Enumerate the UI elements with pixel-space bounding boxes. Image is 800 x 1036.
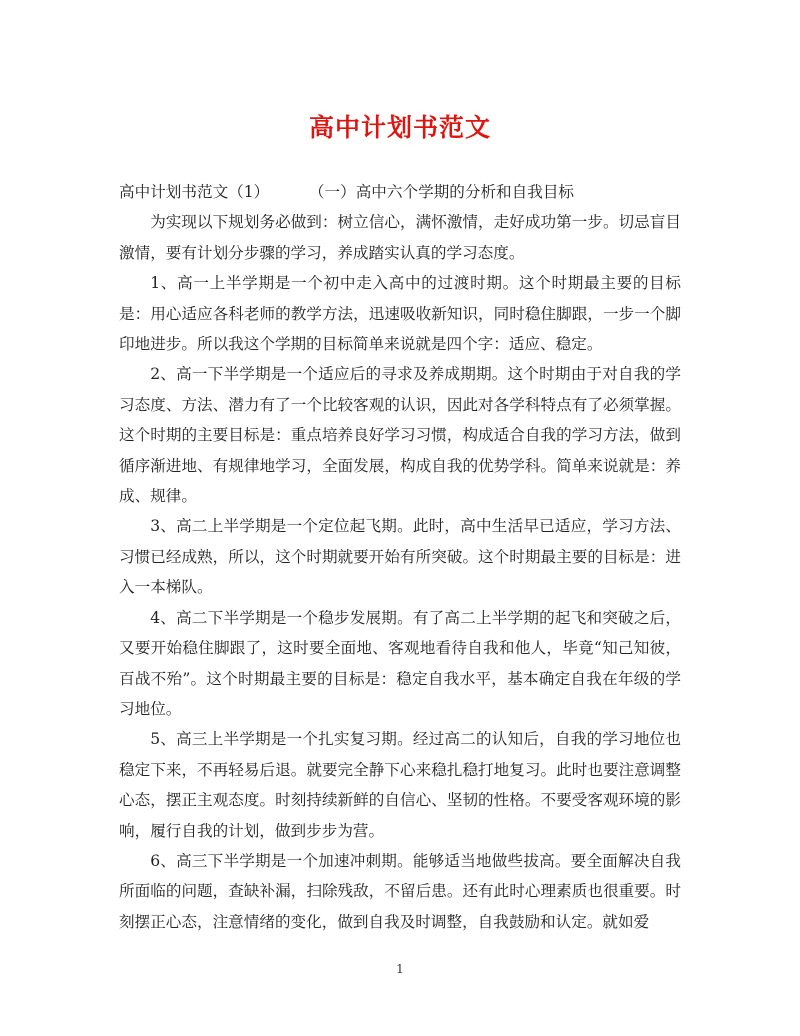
section-heading-line: [119, 177, 681, 207]
paragraph-2: 2、高一下半学期是一个适应后的寻求及养成期期。这个时期由于对自我的学习态度、方法、潜力有了一个比较客观的认识，因此对各学科特点有了必须掌握。这个时期的主要目标是：重点培养良好学习习惯，构成适合自我的学习方法，做到循序渐进地、有规律地学习，全面发展，构成自我的优势学科。简单来说就是：养成、规律。: [119, 365, 681, 506]
paragraph-1: 1、高一上半学期是一个初中走入高中的过渡时期。这个时期最主要的目标是：用心适应各科老师的教学方法，迅速吸收新知识，同时稳住脚跟，一步一个脚印地进步。所以我这个学期的目标简单来说就是四个字：适应、稳定。: [119, 274, 681, 354]
section-heading-left: 高中计划书范文（1）: [119, 183, 270, 201]
paragraph-3: 3、高二上半学期是一个定位起飞期。此时，高中生活早已适应，学习方法、习惯已经成熟，所以，这个时期就要开始有所突破。这个时期最主要的目标是：进入一本梯队。: [119, 517, 681, 597]
page-number: 1: [396, 962, 404, 976]
document-body: [119, 177, 681, 937]
paragraph-4: 4、高二下半学期是一个稳步发展期。有了高二上半学期的起飞和突破之后，又要开始稳住脚跟了，这时要全面地、客观地看待自我和他人，毕竟“知己知彼，百战不殆”。这个时期最主要的目标是：稳定自我水平，基本确定自我在年级的学习地位。: [119, 608, 681, 718]
paragraph-5: 5、高三上半学期是一个扎实复习期。经过高二的认知后，自我的学习地位也稳定下来，不再轻易后退。就要完全静下心来稳扎稳打地复习。此时也要注意调整心态，摆正主观态度。时刻持续新鲜的自信心、坚韧的性格。不要受客观环境的影响，履行自我的计划，做到步步为营。: [119, 730, 681, 840]
paragraph-6: 6、高三下半学期是一个加速冲刺期。能够适当地做些拔高。要全面解决自我所面临的问题，查缺补漏，扫除残敌，不留后患。还有此时心理素质也很重要。时刻摆正心态，注意情绪的变化，做到自我及时调整，自我鼓励和认定。就如爱: [119, 851, 681, 931]
paragraph-intro: 为实现以下规划务必做到：树立信心，满怀激情，走好成功第一步。切忌盲目激情，要有计划分步骤的学习，养成踏实认真的学习态度。: [119, 213, 681, 262]
section-heading-right: （一）高中六个学期的分析和自我目标: [308, 183, 575, 201]
document-title: 高中计划书范文: [308, 113, 491, 142]
